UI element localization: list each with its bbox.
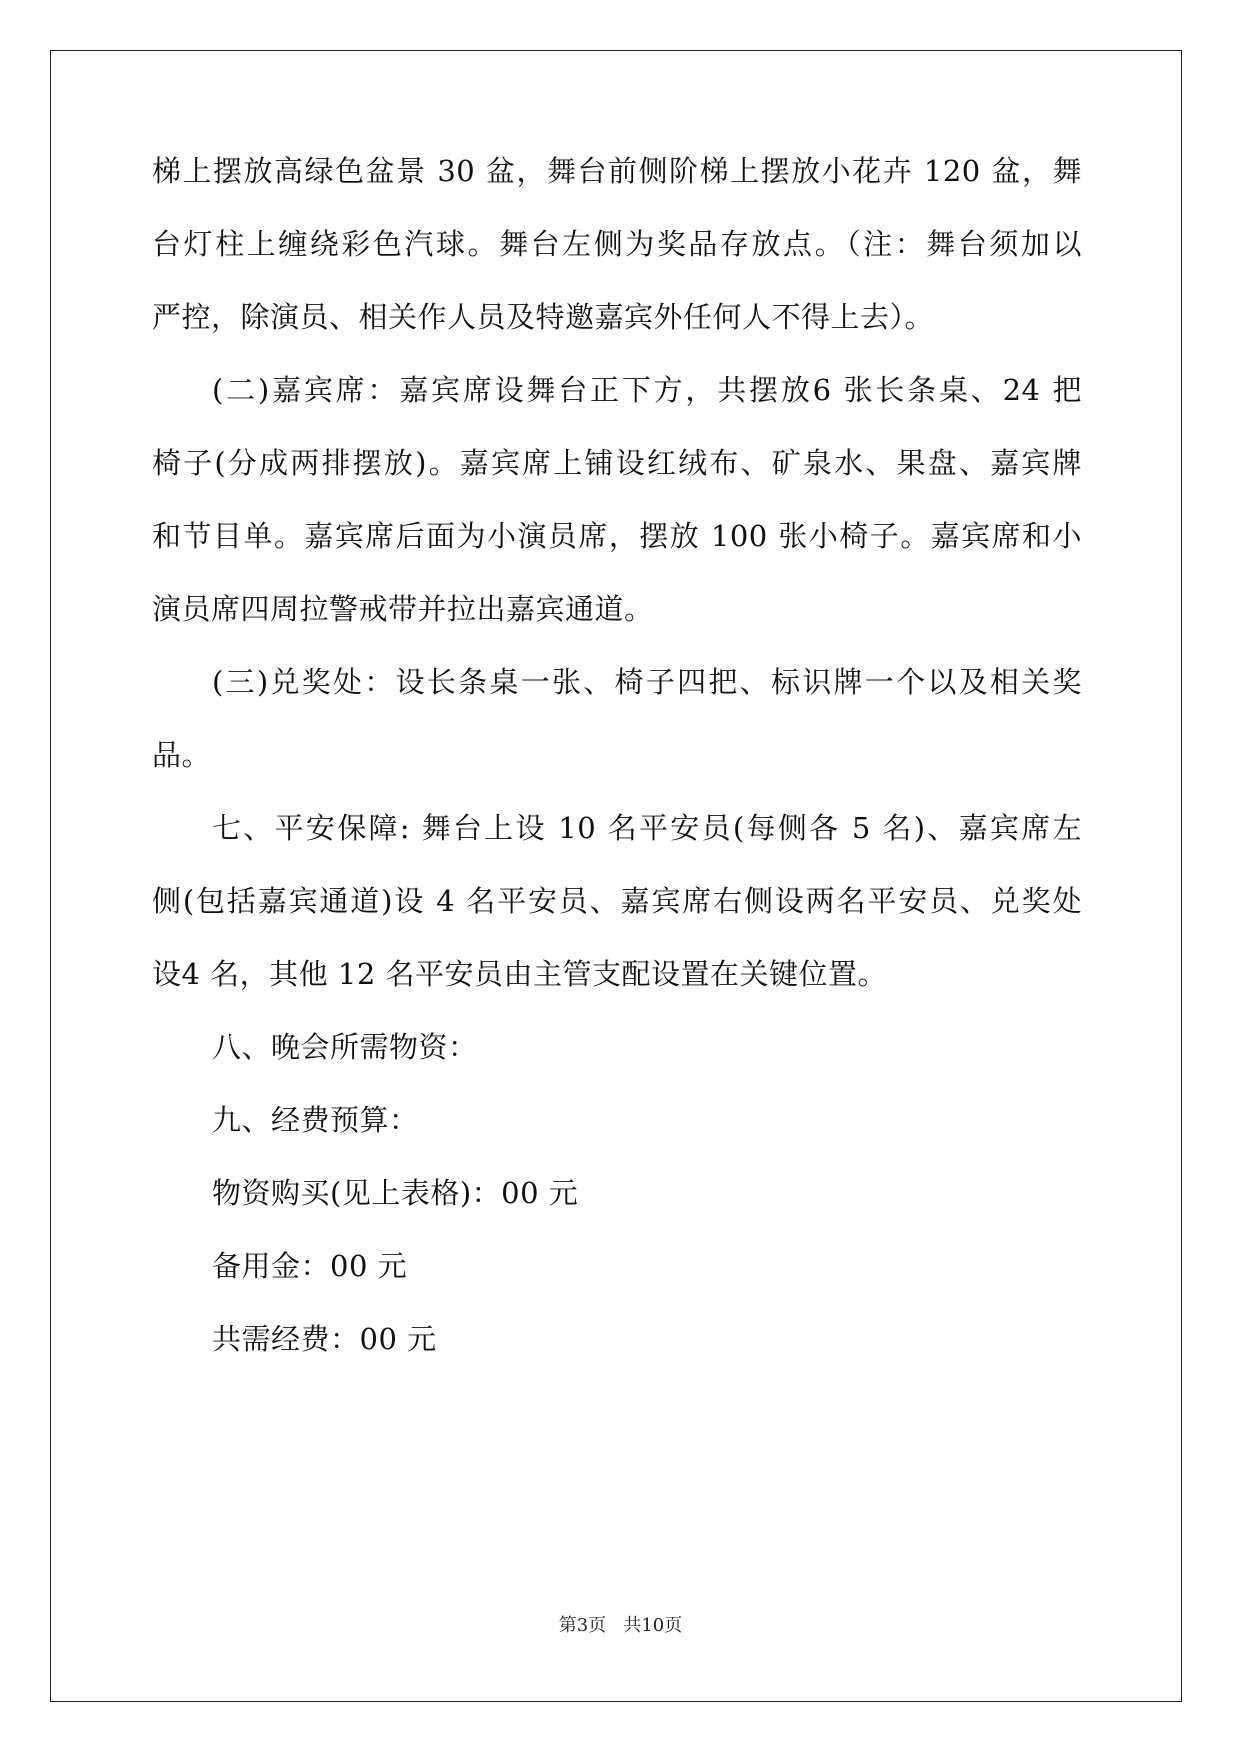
- body-text-line: 共需经费：00 元: [212, 1322, 437, 1356]
- body-text-line: 台灯柱上缠绕彩色汽球。舞台左侧为奖品存放点。（注：舞台须加以: [152, 227, 1082, 261]
- body-text-line: 和节目单。嘉宾席后面为小演员席，摆放 100 张小椅子。嘉宾席和小: [152, 519, 1082, 553]
- body-text-line: 椅子(分成两排摆放)。嘉宾席上铺设红绒布、矿泉水、果盘、嘉宾牌: [152, 446, 1082, 480]
- body-text-line: 品。: [152, 738, 212, 772]
- body-text-line: (二)嘉宾席：嘉宾席设舞台正下方，共摆放6 张长条桌、24 把: [212, 373, 1082, 407]
- body-text-line: 物资购买(见上表格)：00 元: [212, 1176, 579, 1210]
- body-text-line: 九、经费预算：: [212, 1103, 419, 1137]
- total-pages: 共10页: [623, 1615, 683, 1636]
- body-text-line: 设4 名，其他 12 名平安员由主管支配设置在关键位置。: [152, 957, 888, 991]
- body-text-line: 梯上摆放高绿色盆景 30 盆，舞台前侧阶梯上摆放小花卉 120 盆，舞: [152, 154, 1082, 188]
- body-text-line: 演员席四周拉警戒带并拉出嘉宾通道。: [152, 592, 654, 626]
- body-text-line: 七、平安保障: 舞台上设 10 名平安员(每侧各 5 名)、嘉宾席左: [212, 811, 1082, 845]
- body-text-line: 备用金：00 元: [212, 1249, 408, 1283]
- body-text-line: 八、晚会所需物资：: [212, 1030, 478, 1064]
- body-text-line: (三)兑奖处：设长条桌一张、椅子四把、标识牌一个以及相关奖: [212, 665, 1082, 699]
- body-text-line: 严控，除演员、相关作人员及特邀嘉宾外任何人不得上去）。: [152, 300, 935, 334]
- body-text-line: 侧(包括嘉宾通道)设 4 名平安员、嘉宾席右侧设两名平安员、兑奖处: [152, 884, 1082, 918]
- page-number: 第3页: [558, 1615, 607, 1636]
- page-footer: [0, 1614, 1241, 1638]
